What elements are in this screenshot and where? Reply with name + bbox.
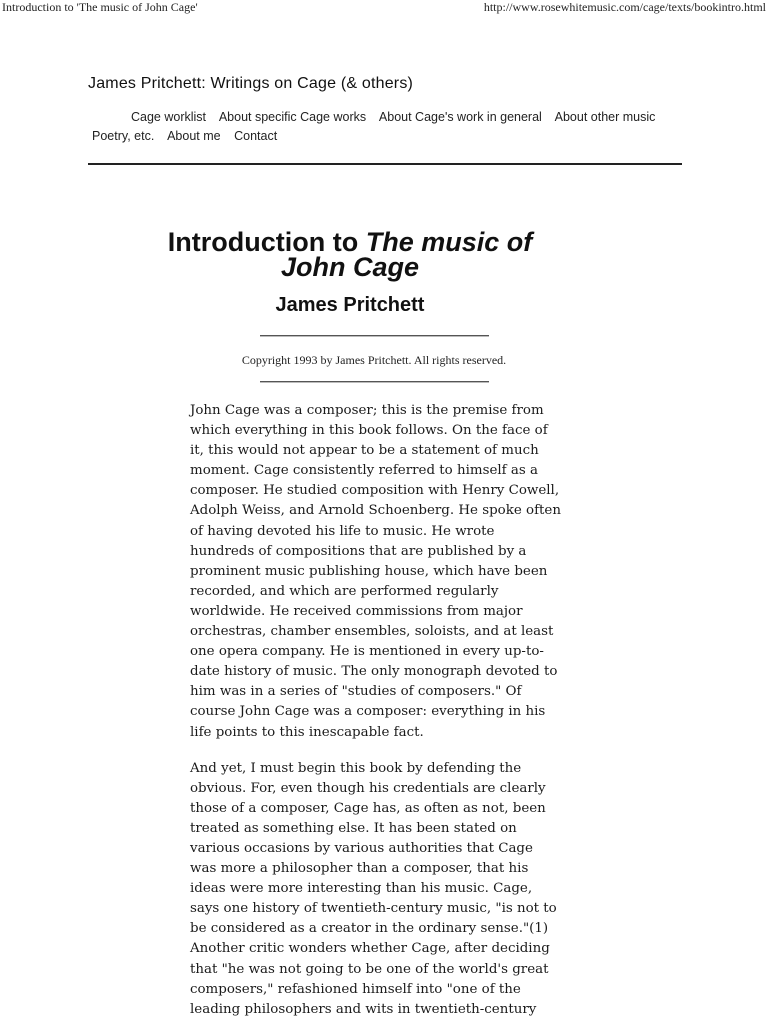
divider-top	[260, 335, 489, 337]
nav-link-specific-works[interactable]: About specific Cage works	[218, 110, 367, 124]
site-nav	[88, 108, 684, 146]
article-title	[150, 227, 550, 282]
site-title[interactable]: James Pritchett: Writings on Cage (& others)	[88, 75, 414, 92]
paragraph-1: John Cage was a composer; this is the premise from which everything in this book follows. On the face of it, this would not appear to be a statement of much moment. Cage consistently referred to himself as a composer. He studied composition with Henry Cowell, Adolph Weiss, and Arnold Schoenberg. He spoke often of having devoted his life to music. He wrote hundreds of compositions that are published by a prominent music publishing house, which have been recorded, and which are performed regularly worldwide. He received commissions from major orchestras, chamber ensembles, soloists, and at least one opera company. He is mentioned in every up-to-date history of music. The only monograph devoted to him was in a series of "studies of composers." Of course John Cage was a composer: everything in his life points to this inescapable fact.	[190, 403, 561, 740]
article-author: James Pritchett	[275, 294, 425, 316]
nav-link-contact[interactable]: Contact	[234, 129, 278, 143]
divider-bottom	[260, 381, 489, 383]
nav-link-work-in-general[interactable]: About Cage's work in general	[378, 110, 542, 124]
article-body	[190, 401, 562, 1036]
paragraph-2: And yet, I must begin this book by defending the obvious. For, even though his credentials are clearly those of a composer, Cage has, as often as not, been treated as something else. It has been stated on various occasions by various authorities that Cage was more a philosopher than a composer, that his ideas were more interesting than his music. Cage, says one history of twentieth-century music, "is not to be considered as a creator in the ordinary sense."(1) Another critic wonders whether Cage, after deciding that "he was not going to be one of the world's great composers," refashioned himself into "one of the leading philosophers and wits in twentieth-century	[190, 760, 557, 1017]
print-header-url: http://www.rosewhitemusic.com/cage/texts/bookintro.html	[483, 0, 766, 14]
article-title-prefix: Introduction to	[167, 227, 366, 257]
nav-row-2	[88, 127, 684, 146]
article-title-italic: The music of John Cage	[280, 227, 533, 282]
nav-link-cage-worklist[interactable]: Cage worklist	[131, 110, 207, 124]
nav-link-poetry[interactable]: Poetry, etc.	[92, 129, 155, 143]
nav-row-1	[88, 108, 684, 127]
nav-link-about-me[interactable]: About me	[167, 129, 221, 143]
copyright-notice: Copyright 1993 by James Pritchett. All rights reserved.	[241, 353, 507, 367]
print-header	[0, 0, 768, 16]
print-header-title: Introduction to 'The music of John Cage'	[2, 0, 198, 14]
nav-link-other-music[interactable]: About other music	[554, 110, 656, 124]
nav-divider	[88, 163, 682, 165]
